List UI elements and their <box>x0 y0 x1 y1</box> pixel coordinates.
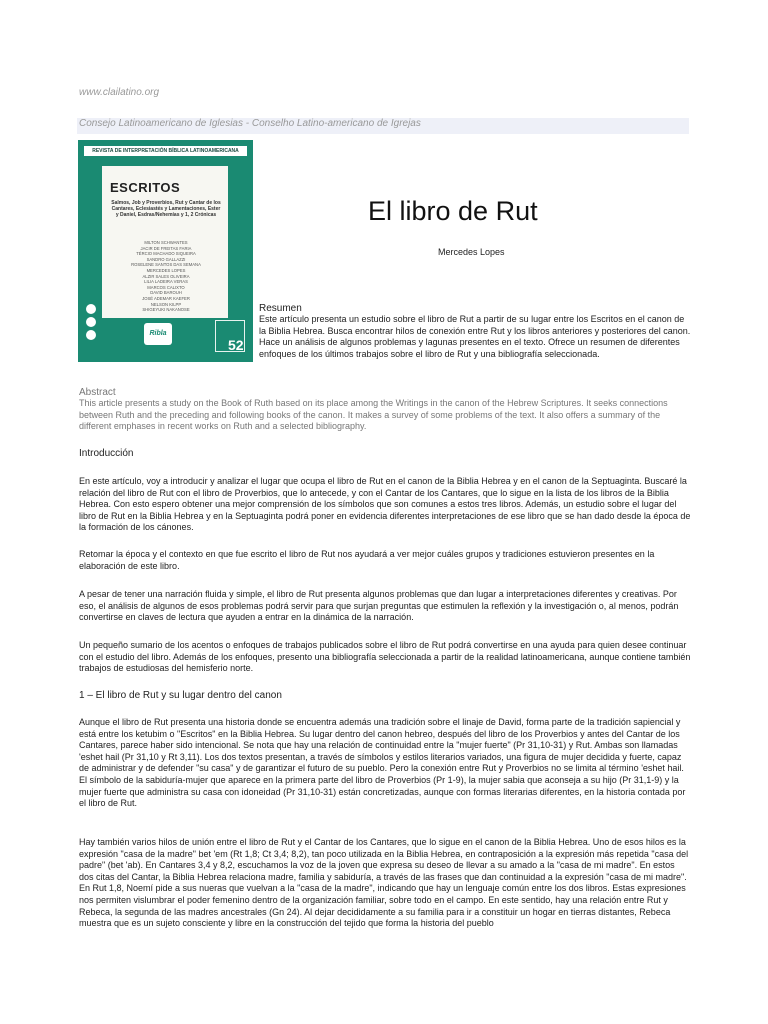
cover-author: DAVID BAROUH <box>150 290 182 296</box>
cover-author: ROSELENE SANTOS DAS SEMANA <box>131 262 201 268</box>
cover-author: MERCEDES LOPES <box>146 267 186 273</box>
intro-paragraph: Un pequeño sumario de los acentos o enfoques de trabajos publicados sobre el libro de Rut podrá convertirse en una ayuda para quien desee continuar con el estudio del libro. Además de los enfoques, presento una bibliografía seleccionada a partir de la realidad latinoamericana, aunque contiene también trabajos de estudiosas del hemisferio norte. <box>79 640 691 674</box>
intro-heading: Introducción <box>79 448 134 459</box>
cover-issue-number: 52 <box>228 337 244 353</box>
cover-author: TÉRCIO MACHADO SIQUEIRA <box>136 251 196 257</box>
cover-author: ALZIR SALES OLIVEIRA <box>142 273 190 279</box>
cover-ribla-logo: Ribla <box>144 323 172 345</box>
cover-author: LILIA LADEIRA VERAS <box>144 279 188 285</box>
site-banner: Consejo Latinoamericano de Iglesias - Conselho Latino-americano de Igrejas <box>77 118 689 134</box>
cover-author: MILTON SCHWANTES <box>144 240 188 245</box>
section1-paragraph: Hay también varios hilos de unión entre el libro de Rut y el Cantar de los Cantares, que lo sigue en el canon de la Biblia Hebrea. Uno de esos hilos es la expresión "casa de la madre" bet 'em (Rt 1,8; Ct 3,4; 8,2), tan poco utilizada en la Biblia Hebrea, en contraposición a la expresión más repetida "casa del padre" (bet 'ab). En Cantares 3,4 y 8,2, escuchamos la voz de la joven que expresa su deseo de llevar a su amado a la "casa de mi madre". En estos dos citas del Cantar, la Biblia Hebrea relaciona madre, familia y sabiduría, a través de las frases que dan continuidad a la expresión "casa de mi madre". En Rut 1,8, Noemí pide a sus nueras que vuelvan a la "casa de la madre", indicando que hay un lenguaje común entre los dos libros. Estas expresiones nos permiten vislumbrar el poder femenino dentro de la organización familiar, sobre todo en el campo. En este sentido, hay una relación entre Rut y Rebeca, la segunda de las madres ancestrales (Gn 24). Al dejar decididamente a su familia para ir a constituir un hogar en tierras distantes, Rebeca muestra que es un sujeto consciente y libre en la construcción del tejido que forma la historia del pueblo <box>79 837 689 929</box>
intro-paragraph: Retomar la época y el contexto en que fue escrito el libro de Rut nos ayudará a ver mejor cuáles grupos y tradiciones estuvieron presentes en la elaboración de este libro. <box>79 549 655 571</box>
site-url[interactable]: www.clailatino.org <box>79 87 160 98</box>
resumen-heading: Resumen <box>259 303 302 314</box>
section1-paragraph: Aunque el libro de Rut presenta una historia donde se encuentra además una tradición sobre el linaje de David, forma parte de la tradición sapiencial y está entre los ketubim o "Escritos" en la Biblia Hebrea. Su lugar dentro del canon hebreo, después del libro de los Proverbios y antes del Cantar de los Cantares, parece haber sido intencional. Se nota que hay una relación de continuidad entre la "mujer fuerte" (Pr 31,10-31) y Rut. Ambas son llamadas 'eshet hail (Pr 31,10 y Rt 3,11). Los dos textos presentan, a través de símbolos y estilos literarios variados, una figura de mujer decidida y fuerte, capaz de administrar y de defender "su casa" y de garantizar el futuro de su pueblo. Pero la conexión entre Rut y Proverbios no se limita al término 'eshet hail. El símbolo de la sabiduría-mujer que aparece en la primera parte del libro de Proverbios (Pr 1-9), la mujer sabia que aconseja a su hijo (Pr 31,1-9) y la mujer fuerte que administra su casa con idoneidad (Pr 31,10-31) están concretizadas, aunque con formas literarias diferentes, en la historia contada por el libro de Rut. <box>79 717 686 809</box>
cover-author: NELSON KILPP <box>150 301 182 307</box>
article-author: Mercedes Lopes <box>438 247 505 257</box>
section1-heading: 1 – El libro de Rut y su lugar dentro del canon <box>79 690 282 701</box>
cover-panel <box>102 166 228 318</box>
article-title: El libro de Rut <box>368 196 538 226</box>
intro-paragraph: En este artículo, voy a introducir y analizar el lugar que ocupa el libro de Rut en el canon de la Biblia Hebrea y en el canon de la Septuaginta. Buscaré la relación del libro de Rut con el libro de Proverbios, que lo antecede, y con el Cantar de los Cantares, que lo sigue en la lista de los libros de la Biblia Hebrea. Con esto espero obtener una mejor comprensión de los símbolos que son comunes a estos tres libros. Además, un estudio sobre el lugar del libro de Rut en la Biblia Hebrea y en la Septuaginta podrá poner en evidencia diferentes interpretaciones de ese libro que se han dado desde la época de la formación de los cánones. <box>79 476 691 533</box>
cover-author: JACIR DE FREITAS FARIA <box>140 245 192 251</box>
cover-author: MARCOS CALIXTO <box>147 284 185 290</box>
abstract-heading: Abstract <box>79 387 116 398</box>
cover-header: REVISTA DE INTERPRETACIÓN BÍBLICA LATINOAMERICANA <box>84 146 247 156</box>
cover-logo-icons <box>86 304 98 344</box>
abstract-text: This article presents a study on the Book of Ruth based on its place among the Writings in the canon of the Hebrew Scriptures. It seeks connections between Ruth and the preceding and following books of the canon. It makes a survey of some problems of the text. It also offers a summary of the different emphases in recent works on Ruth and a selected bibliography. <box>79 398 668 432</box>
intro-paragraph: A pesar de tener una narración fluida y simple, el libro de Rut presenta algunos problemas que dan lugar a interpretaciones diferentes y creativas. Por eso, el análisis de algunos de esos problemas podrá servir para que surjan preguntas que estimulen la reflexión y la investigación o, al menos, podrán convertirse en claves de lectura que ayuden a entrar en la dinámica de la narración. <box>79 589 679 623</box>
cover-authors <box>110 240 222 313</box>
cover-author: SHIGEYUKI NAKANOSE <box>142 307 190 313</box>
cover-author: SANDRO GALLAZZI <box>146 256 186 262</box>
cover-author: JOSÉ ADEMAR KAEFER <box>142 295 190 301</box>
book-cover-image <box>78 140 253 362</box>
resumen-text: Este artículo presenta un estudio sobre el libro de Rut a partir de su lugar entre los Escritos en el canon de la Biblia Hebrea. Busca encontrar hilos de conexión entre Rut y los libros anteriores y posteriores del canon. Hace un análisis de algunos problemas y lagunas presentes en el texto. Ofrece un resumen de diferentes enfoques de los últimos trabajos sobre el libro de Rut y una bibliografía seleccionada. <box>259 314 691 359</box>
cover-subtitle: Salmos, Job y Proverbios, Rut y Cantar de los Cantares, Eclesiastés y Lamentaciones, Ester y Daniel, Esdras/Nehemías y 1, 2 Crónicas <box>111 200 221 218</box>
cover-title: ESCRITOS <box>110 180 181 195</box>
